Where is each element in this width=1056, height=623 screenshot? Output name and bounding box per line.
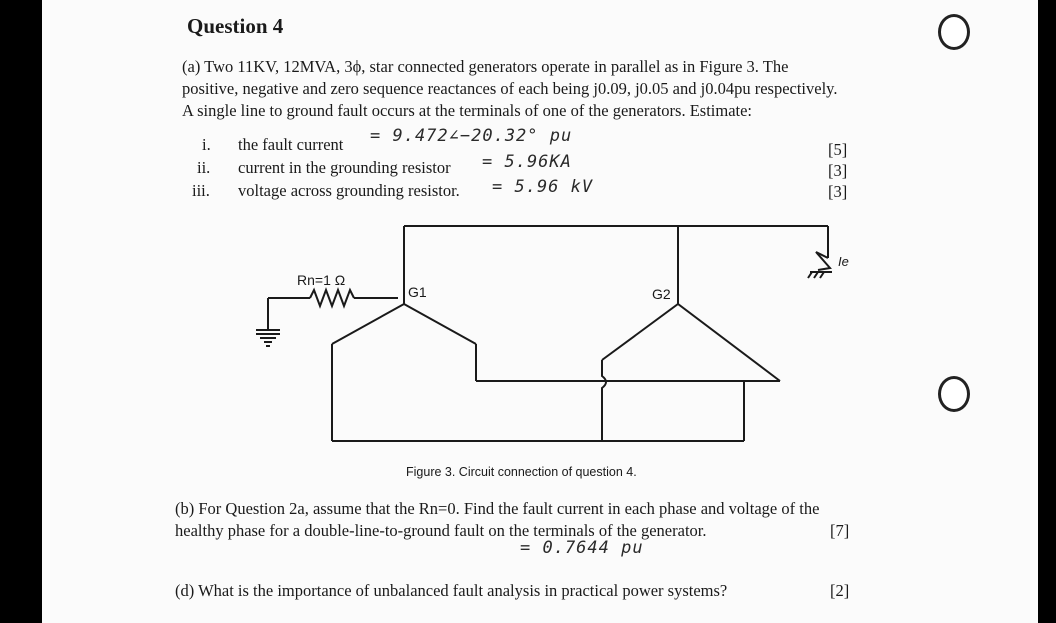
binder-hole-top bbox=[938, 14, 970, 50]
item-2-text: current in the grounding resistor bbox=[238, 158, 451, 177]
g1-star bbox=[332, 304, 476, 344]
figure-caption: Figure 3. Circuit connection of question 4. bbox=[406, 465, 637, 479]
resistor-label: Rn=1 Ω bbox=[297, 272, 346, 288]
ground-icon bbox=[256, 330, 280, 346]
item-2-number: ii. bbox=[197, 158, 211, 177]
fault-current-label: Ie bbox=[838, 254, 849, 269]
g2-star bbox=[602, 304, 780, 381]
item-1-text: the fault current bbox=[238, 135, 344, 154]
part-b-line-2: healthy phase for a double-line-to-ground fault on the terminals of the generator. bbox=[175, 521, 707, 540]
part-b-answer: = 0.7644 pu bbox=[520, 538, 644, 558]
item-2-marks: [3] bbox=[828, 161, 848, 180]
part-d-line-1: (d) What is the importance of unbalanced fault analysis in practical power systems? bbox=[175, 581, 728, 600]
item-1-answer: = 9.472∠−20.32° pu bbox=[370, 126, 573, 146]
question-title: Question 4 bbox=[187, 14, 284, 38]
part-b-marks: [7] bbox=[830, 521, 850, 540]
document-page bbox=[42, 0, 1038, 623]
item-1-number: i. bbox=[202, 135, 211, 154]
g2-left-leg bbox=[602, 360, 606, 441]
part-d-marks: [2] bbox=[830, 581, 850, 600]
item-3-marks: [3] bbox=[828, 182, 848, 201]
item-3-answer: = 5.96 kV bbox=[492, 177, 594, 197]
g2-label: G2 bbox=[652, 286, 671, 302]
binder-hole-middle bbox=[938, 376, 970, 412]
item-2-answer: = 5.96KA bbox=[482, 152, 572, 172]
neutral-resistor bbox=[310, 290, 354, 306]
part-b-line-1: (b) For Question 2a, assume that the Rn=0. Find the fault current in each phase and voltage of the bbox=[175, 499, 820, 518]
part-a-line-2: positive, negative and zero sequence reactances of each being j0.09, j0.05 and j0.04pu respectively. bbox=[182, 79, 838, 98]
item-1-marks: [5] bbox=[828, 140, 848, 159]
g1-label: G1 bbox=[408, 284, 427, 300]
item-3-number: iii. bbox=[192, 181, 210, 200]
part-a-line-3: A single line to ground fault occurs at the terminals of one of the generators. Estimate: bbox=[182, 101, 753, 120]
part-a-line-1: (a) Two 11KV, 12MVA, 3ϕ, star connected generators operate in parallel as in Figure 3. The bbox=[182, 57, 789, 76]
item-3-text: voltage across grounding resistor. bbox=[238, 181, 460, 200]
